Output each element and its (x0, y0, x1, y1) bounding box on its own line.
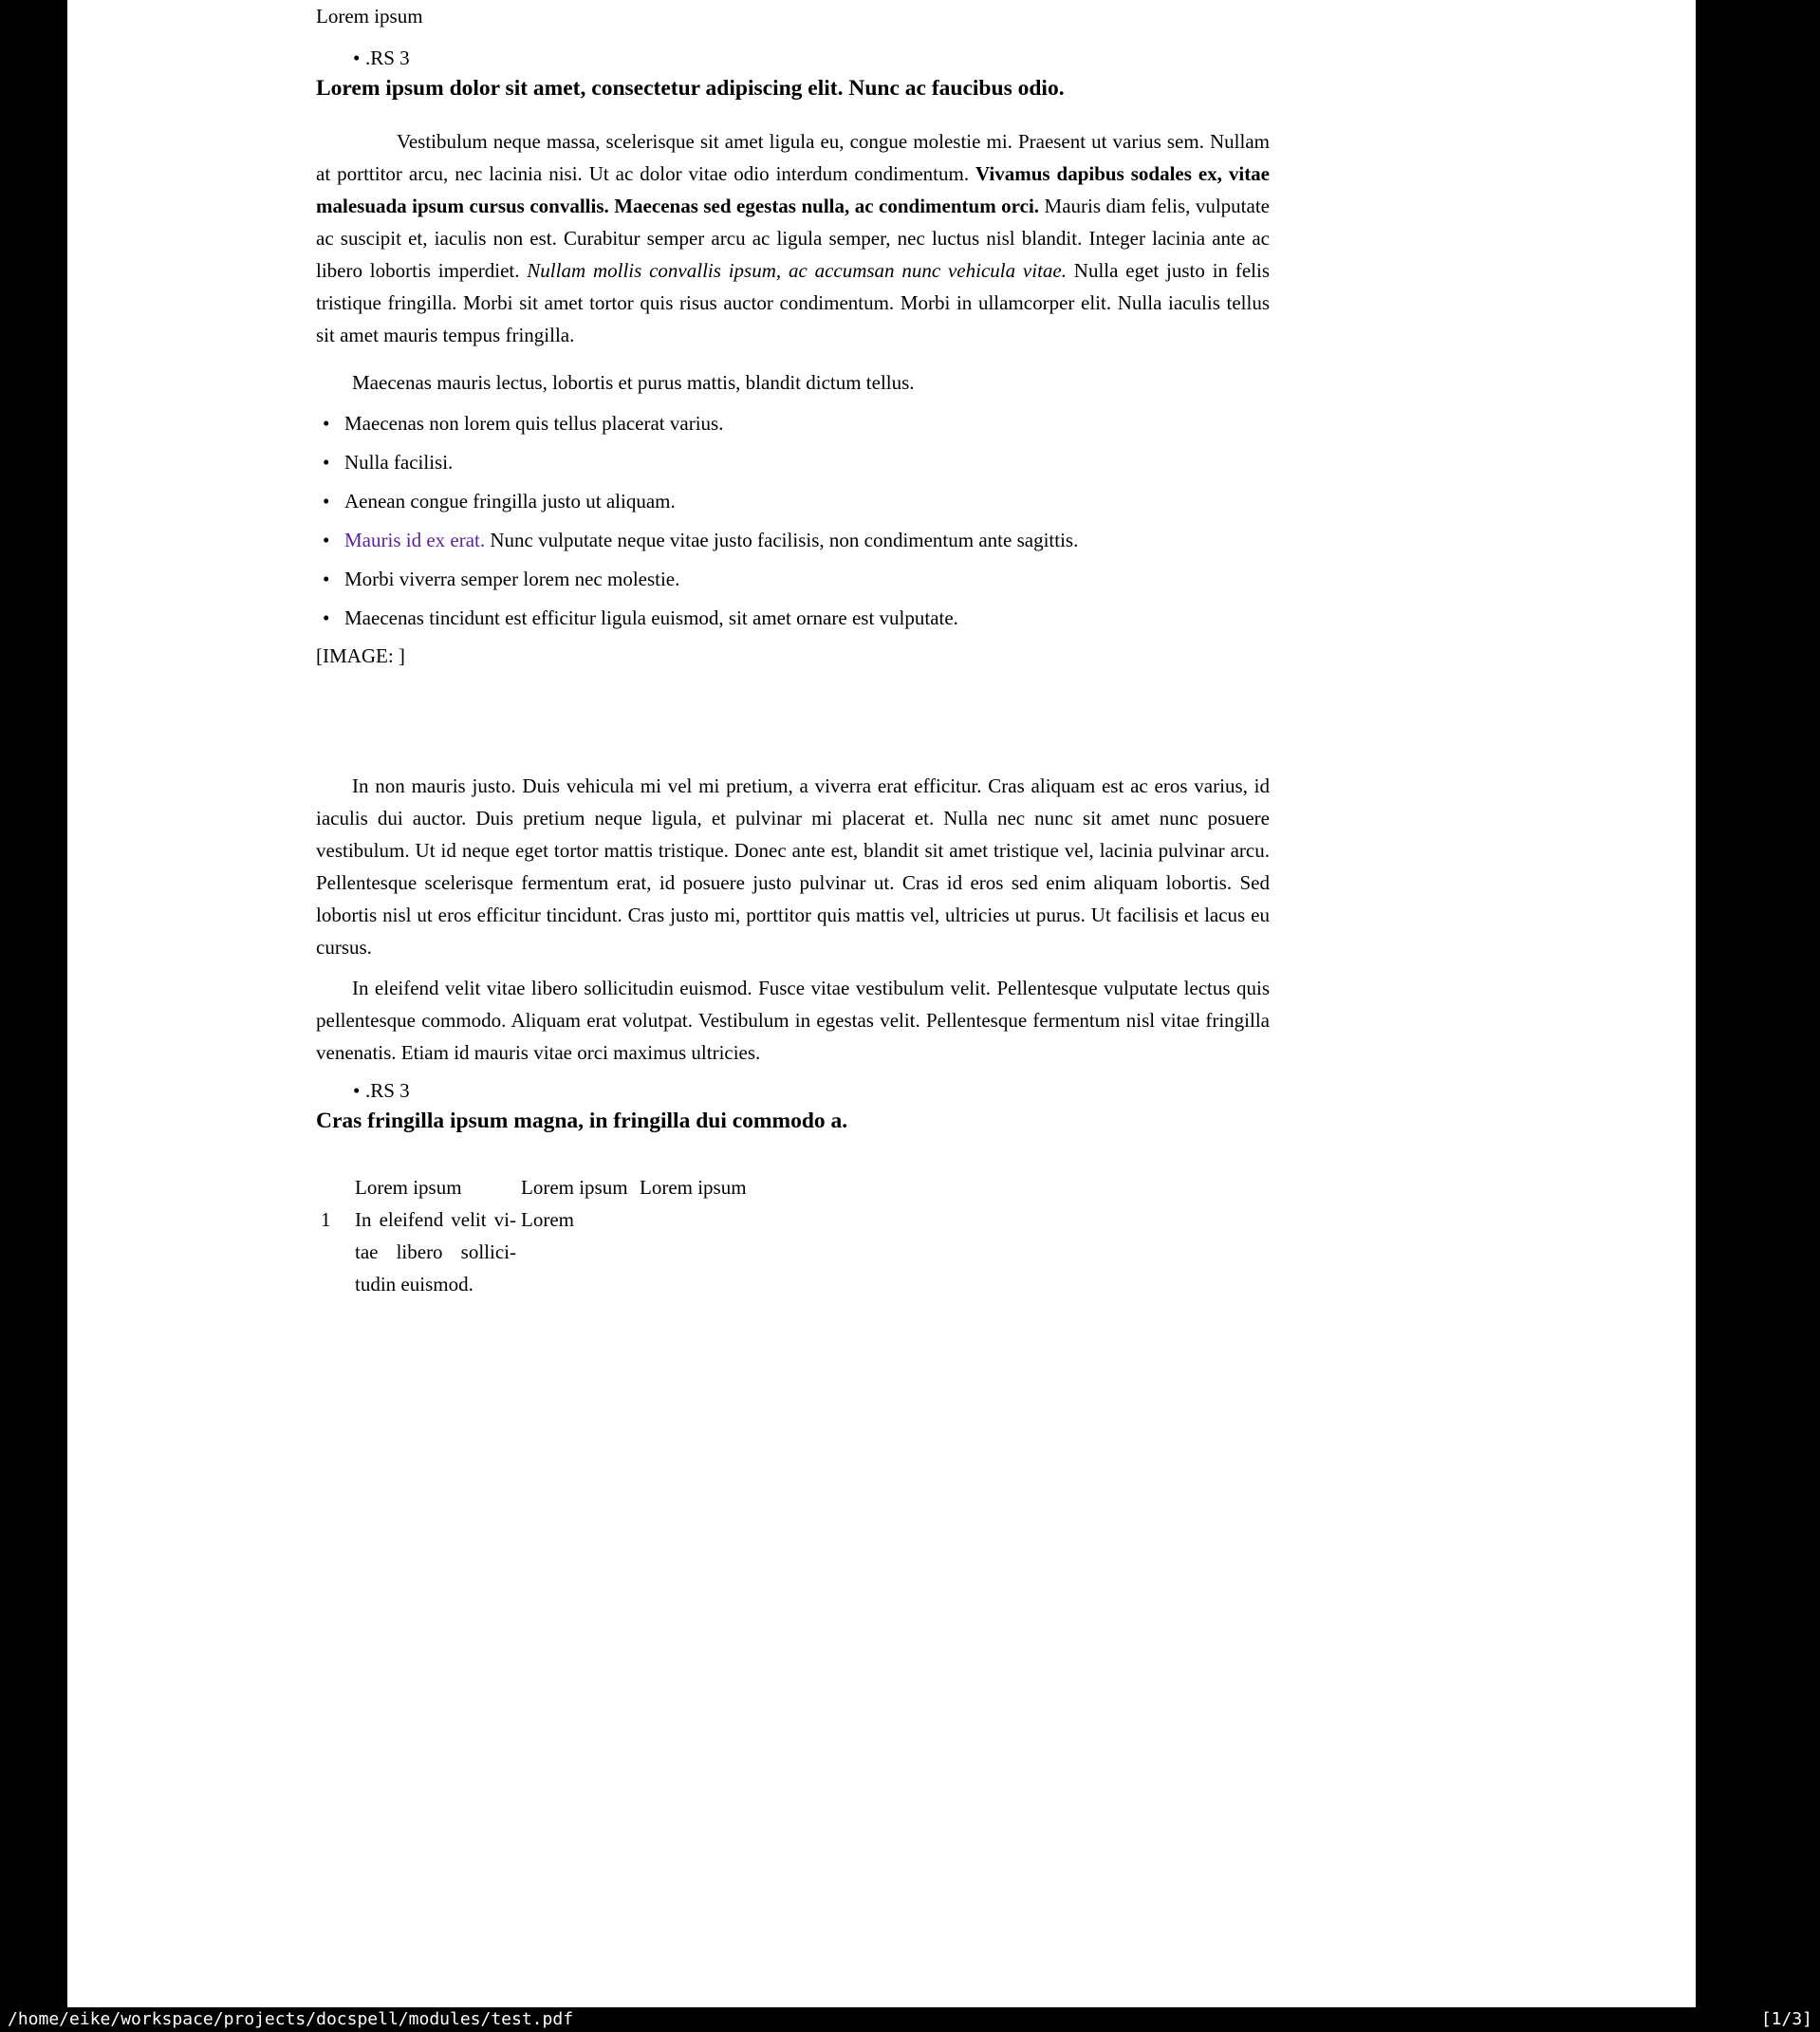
section-heading-1: Lorem ipsum dolor sit amet, consectetur adipiscing elit. Nunc ac faucibus odio. (316, 76, 1065, 101)
table-header-col2: Lorem ipsum (521, 1176, 628, 1199)
paragraph-in-eleifend: In eleifend velit vitae libero sollicitudin euismod. Fusce vitae vestibulum velit. Pellentesque vulputate lectus quis pellentesque commodo. Aliquam erat volutpat. Vestibulum in egestas velit. Pellentesque fermentum nisl vitae fringilla venenatis. Etiam id mauris vitae orci maximus ultricies. (316, 977, 1270, 1064)
paragraph-lorem-label: Lorem ipsum (316, 5, 423, 28)
bullet-icon: • (353, 1079, 361, 1102)
list-item (316, 602, 1270, 634)
list-item (316, 407, 1270, 439)
text-segment: Nullam mollis convallis ipsum, ac accumsan nunc vehicula vitae. (527, 259, 1074, 282)
section-heading-2: Cras fringilla ipsum magna, in fringilla dui commodo a. (316, 1109, 848, 1133)
document-page[interactable] (67, 0, 1696, 2007)
table (321, 1171, 1270, 1300)
text-segment: Nulla eget justo in felis tristique fringilla. Morbi sit amet tortor quis risus auctor condimentum. Morbi in ullamcorper elit. Nulla iaculis tellus sit amet mauris tempus fringilla. (316, 259, 1270, 346)
table-cell-line: tae libero sollici- (355, 1240, 516, 1263)
image-empty-area (316, 672, 1270, 770)
table-header-col3: Lorem ipsum (640, 1176, 747, 1199)
table-header-row (321, 1171, 1270, 1203)
list-item (316, 524, 1270, 556)
text-segment: Maecenas non lorem quis tellus placerat varius. (344, 412, 724, 435)
text-segment: Nulla facilisi. (344, 451, 454, 474)
paragraph-vestibulum (316, 125, 1270, 351)
text-segment: Nunc vulputate neque vitae justo facilisis, non condimentum ante sagittis. (485, 529, 1079, 551)
paragraph-in-non-mauris: In non mauris justo. Duis vehicula mi vel mi pretium, a viverra erat efficitur. Cras aliquam est ac eros varius, id iaculis dui auctor. Duis pretium neque ligula, et pulvinar mi placerat et. Nulla nec nunc sit amet nunc posuere vestibulum. Ut id neque eget tortor mattis tristique. Donec ante est, blandit sit amet tristique vel, lacinia pulvinar arcu. Pellentesque scelerisque fermentum erat, id posuere justo pulvinar ut. Cras id eros sed enim aliquam lobortis. Sed lobortis nisl ut eros efficitur tincidunt. Cras justo mi, porttitor quis mattis vel, ultricies ut purus. Ut facilisis et lacus eu cursus. (316, 774, 1270, 959)
rs-macro-text: .RS 3 (365, 47, 410, 69)
pdf-link[interactable]: Mauris id ex erat. (344, 529, 486, 551)
text-segment: Maecenas tincidunt est efficitur ligula euismod, sit amet ornare est vulputate. (344, 606, 958, 629)
text-segment: Aenean congue fringilla justo ut aliquam. (344, 490, 676, 513)
table-cell-line: tudin euismod. (355, 1273, 474, 1296)
table-header-numcol (321, 1171, 355, 1203)
table-row (321, 1203, 1270, 1300)
text-segment: Vivamus dapibus sodales ex, vitae malesuada ipsum cursus convallis. Maecenas sed egestas nulla, ac condimentum orci. (316, 162, 1271, 217)
table-cell-col1 (355, 1203, 516, 1300)
table-cell-col3 (640, 1203, 829, 1300)
table-cell-col2: Lorem (521, 1208, 574, 1231)
rs-macro-text-2: .RS 3 (365, 1079, 410, 1102)
document-content (316, 0, 1270, 1300)
text-segment: Morbi viverra semper lorem nec molestie. (344, 568, 680, 590)
statusbar (0, 2007, 1820, 2032)
table-row-number: 1 (321, 1208, 331, 1231)
image-placeholder-text: [IMAGE: ] (316, 644, 405, 667)
rs-macro-line-2 (316, 1074, 1270, 1107)
table-cell-line: In eleifend velit vi- (355, 1208, 516, 1231)
text-segment: Vestibulum neque massa, scelerisque sit amet ligula eu, congue molestie mi. Praesent ut varius sem. Nullam at porttitor arcu, nec lacinia nisi. Ut ac dolor vitae odio interdum condimentum. (316, 130, 1270, 185)
table-header-col1: Lorem ipsum (355, 1176, 462, 1199)
paragraph-maecenas: Maecenas mauris lectus, lobortis et purus mattis, blandit dictum tellus. (352, 371, 915, 394)
bullet-icon: • (323, 529, 330, 551)
bullet-list (316, 407, 1270, 634)
statusbar-file-path: /home/eike/workspace/projects/docspell/modules/test.pdf (8, 2009, 574, 2029)
rs-macro-line (316, 42, 1270, 74)
bullet-icon: • (323, 490, 330, 513)
list-item (316, 563, 1270, 595)
list-item (316, 485, 1270, 517)
bullet-icon: • (323, 451, 330, 474)
bullet-icon: • (323, 606, 330, 629)
statusbar-page-indicator: [1/3] (1760, 2009, 1812, 2029)
bullet-icon: • (323, 412, 330, 435)
text-segment: Mauris diam felis, vulputate ac suscipit et, iaculis non est. Curabitur semper arcu ac ligula semper, nec luctus nisl blandit. Integer lacinia ante ac libero lobortis imperdiet. (316, 195, 1270, 282)
bullet-icon: • (323, 568, 330, 590)
list-item (316, 446, 1270, 478)
bullet-icon: • (353, 47, 361, 69)
